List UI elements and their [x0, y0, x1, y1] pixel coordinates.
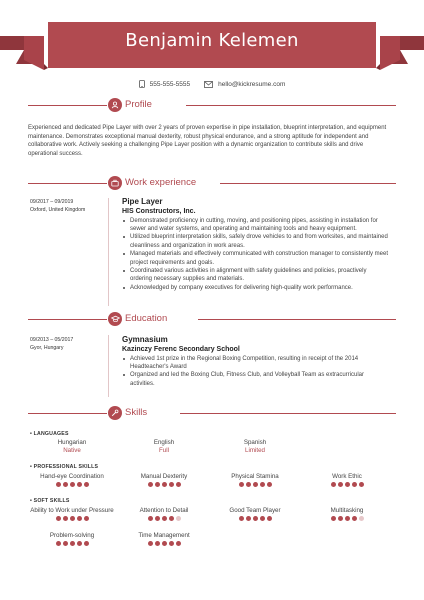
rating-dot-empty [176, 516, 181, 521]
rating-dot-filled [246, 482, 251, 487]
rating-dot-filled [176, 482, 181, 487]
entry-bullets [122, 217, 390, 293]
list-item: Demonstrated proficiency in cutting, moving, and positioning pipes, assisting in installation for sewer and water systems, and operating and maintaining tools and heavy equipment. [122, 217, 390, 234]
profile-section-head [28, 98, 396, 112]
rating-dot-filled [63, 482, 68, 487]
skill-name: Work Ethic [332, 473, 362, 480]
rating-dot-filled [162, 541, 167, 546]
divider [180, 413, 396, 414]
entry-location: Oxford, United Kingdom [30, 207, 86, 213]
rating-dot-filled [63, 516, 68, 521]
rating-dot-filled [70, 516, 75, 521]
entry-role: Pipe Layer [122, 197, 163, 206]
candidate-name: Benjamin Kelemen [125, 30, 299, 51]
divider [28, 319, 107, 320]
skill-rating [114, 516, 214, 521]
rating-dot-filled [162, 482, 167, 487]
skill-rating [22, 482, 122, 487]
language-level: Full [159, 447, 169, 454]
rating-dot-filled [331, 482, 336, 487]
professional-skills-label: • PROFESSIONAL SKILLS [30, 464, 99, 470]
rating-dot-filled [345, 516, 350, 521]
rating-dot-filled [84, 541, 89, 546]
skill-name: Manual Dexterity [140, 473, 188, 480]
rating-dot-filled [338, 516, 343, 521]
divider [220, 183, 396, 184]
rating-dot-filled [267, 482, 272, 487]
entry-org: HIS Constructors, Inc. [122, 207, 196, 215]
skill-name: Physical Stamina [231, 473, 279, 480]
language-skill [205, 439, 305, 455]
skill-rating [114, 541, 214, 546]
skill-name: Multitasking [330, 507, 364, 514]
rating-dot-filled [56, 482, 61, 487]
work-entry [122, 198, 390, 292]
soft-skill [114, 507, 214, 521]
rating-dot-filled [253, 482, 258, 487]
divider [28, 183, 107, 184]
rating-dot-filled [148, 482, 153, 487]
rating-dot-filled [77, 482, 82, 487]
list-item: Coordinated various activities in alignment with safety guidelines and policies, proactively ordering necessary supplies and materials. [122, 267, 390, 284]
skill-rating [297, 516, 397, 521]
work-section-head [28, 176, 396, 190]
language-skill [22, 439, 122, 455]
skill-name: Ability to Work under Pressure [30, 507, 114, 514]
timeline-line [108, 335, 109, 397]
education-entry [122, 336, 390, 388]
languages-label: • LANGUAGES [30, 431, 69, 437]
rating-dot-filled [77, 541, 82, 546]
divider [186, 105, 396, 106]
rating-dot-filled [260, 482, 265, 487]
rating-dot-filled [148, 516, 153, 521]
rating-dot-filled [239, 516, 244, 521]
skill-rating [205, 516, 305, 521]
divider [198, 319, 396, 320]
education-section-head [28, 312, 396, 326]
rating-dot-filled [77, 516, 82, 521]
soft-skills-label: • SOFT SKILLS [30, 498, 70, 504]
rating-dot-filled [155, 541, 160, 546]
entry-role: Gymnasium [122, 335, 168, 344]
contact-email[interactable] [204, 81, 285, 88]
rating-dot-filled [176, 541, 181, 546]
header-ribbon [0, 0, 424, 72]
rating-dot-filled [155, 516, 160, 521]
education-title: Education [125, 313, 168, 324]
divider [28, 413, 107, 414]
profile-text: Experienced and dedicated Pipe Layer with over 2 years of proven expertise in pipe installation, blueprint interpretation, and equipment maintenance. Demonstrates exceptional manual dexterity, robust physical endurance, and a strong aptitude for independent and collaborative work. Actively seeking a challenging Pipe Layer position with a dynamic organization to contribute skills and drive operational success. [28, 125, 387, 157]
professional-skill [205, 473, 305, 487]
professional-skill [114, 473, 214, 487]
rating-dot-filled [162, 516, 167, 521]
rating-dot-filled [84, 516, 89, 521]
skill-name: Problem-solving [49, 532, 95, 539]
soft-skill [297, 507, 397, 521]
skill-rating [22, 541, 122, 546]
rating-dot-empty [359, 516, 364, 521]
graduation-cap-icon [108, 312, 122, 326]
rating-dot-filled [331, 516, 336, 521]
rating-dot-filled [352, 516, 357, 521]
list-item: Organized and led the Boxing Club, Fitness Club, and Volleyball Team as extracurricular activities. [122, 371, 390, 388]
rating-dot-filled [359, 482, 364, 487]
rating-dot-filled [267, 516, 272, 521]
rating-dot-filled [260, 516, 265, 521]
entry-location: Gyor, Hungary [30, 345, 64, 351]
rating-dot-filled [84, 482, 89, 487]
envelope-icon [204, 81, 213, 88]
skill-rating [114, 482, 214, 487]
briefcase-icon [108, 176, 122, 190]
list-item: Managed materials and effectively communicated with construction manager to consistently meet project requirements and goals. [122, 250, 390, 267]
entry-dates: 09/2013 – 05/2017 [30, 337, 74, 343]
professional-skill [22, 473, 122, 487]
professional-skill [297, 473, 397, 487]
skill-rating [22, 516, 122, 521]
divider [28, 105, 107, 106]
phone-text: 555-555-5555 [149, 80, 191, 88]
timeline-line [108, 198, 109, 306]
skills-title: Skills [125, 407, 148, 418]
rating-dot-filled [352, 482, 357, 487]
language-skill [114, 439, 214, 455]
skill-name: Time Management [138, 532, 190, 539]
language-name: Spanish [243, 439, 267, 446]
education-entry-meta [30, 336, 73, 352]
list-item: Utilized blueprint interpretation skills, safely drove vehicles to and from worksites, and maintained cleanliness and organization in work areas. [122, 233, 390, 250]
rating-dot-filled [345, 482, 350, 487]
skill-rating [297, 482, 397, 487]
work-title: Work experience [125, 177, 197, 188]
rating-dot-filled [169, 541, 174, 546]
list-item: Acknowledged by company executives for delivering high-quality work performance. [122, 284, 390, 292]
rating-dot-filled [253, 516, 258, 521]
entry-bullets [122, 355, 390, 389]
language-level: Limited [245, 447, 265, 454]
soft-skill [22, 507, 122, 521]
soft-skill [22, 532, 122, 546]
rating-dot-filled [148, 541, 153, 546]
tools-icon [108, 406, 122, 420]
skill-rating [205, 482, 305, 487]
contact-phone[interactable] [139, 80, 190, 88]
profile-title: Profile [125, 99, 152, 110]
skill-name: Attention to Detail [139, 507, 189, 514]
phone-icon [139, 80, 145, 88]
rating-dot-filled [169, 482, 174, 487]
rating-dot-filled [56, 541, 61, 546]
contact-row [0, 80, 424, 88]
language-name: English [153, 439, 175, 446]
rating-dot-filled [70, 482, 75, 487]
user-icon [108, 98, 122, 112]
rating-dot-filled [63, 541, 68, 546]
email-text: hello@kickresume.com [218, 80, 286, 88]
rating-dot-filled [70, 541, 75, 546]
entry-dates: 09/2017 – 09/2019 [30, 199, 74, 205]
rating-dot-filled [246, 516, 251, 521]
skill-name: Hand-eye Coordination [40, 473, 104, 480]
work-entry-meta [30, 198, 85, 214]
rating-dot-filled [56, 516, 61, 521]
skill-name: Good Team Player [229, 507, 281, 514]
rating-dot-filled [239, 482, 244, 487]
soft-skill [114, 532, 214, 546]
soft-skill [205, 507, 305, 521]
rating-dot-filled [155, 482, 160, 487]
language-level: Native [63, 447, 81, 454]
skills-section-head [28, 406, 396, 420]
rating-dot-filled [338, 482, 343, 487]
language-name: Hungarian [57, 439, 87, 446]
rating-dot-filled [169, 516, 174, 521]
list-item: Achieved 1st prize in the Regional Boxing Competition, resulting in receipt of the 2014 Headteacher's Award [122, 355, 390, 372]
entry-org: Kazinczy Ferenc Secondary School [122, 345, 240, 353]
